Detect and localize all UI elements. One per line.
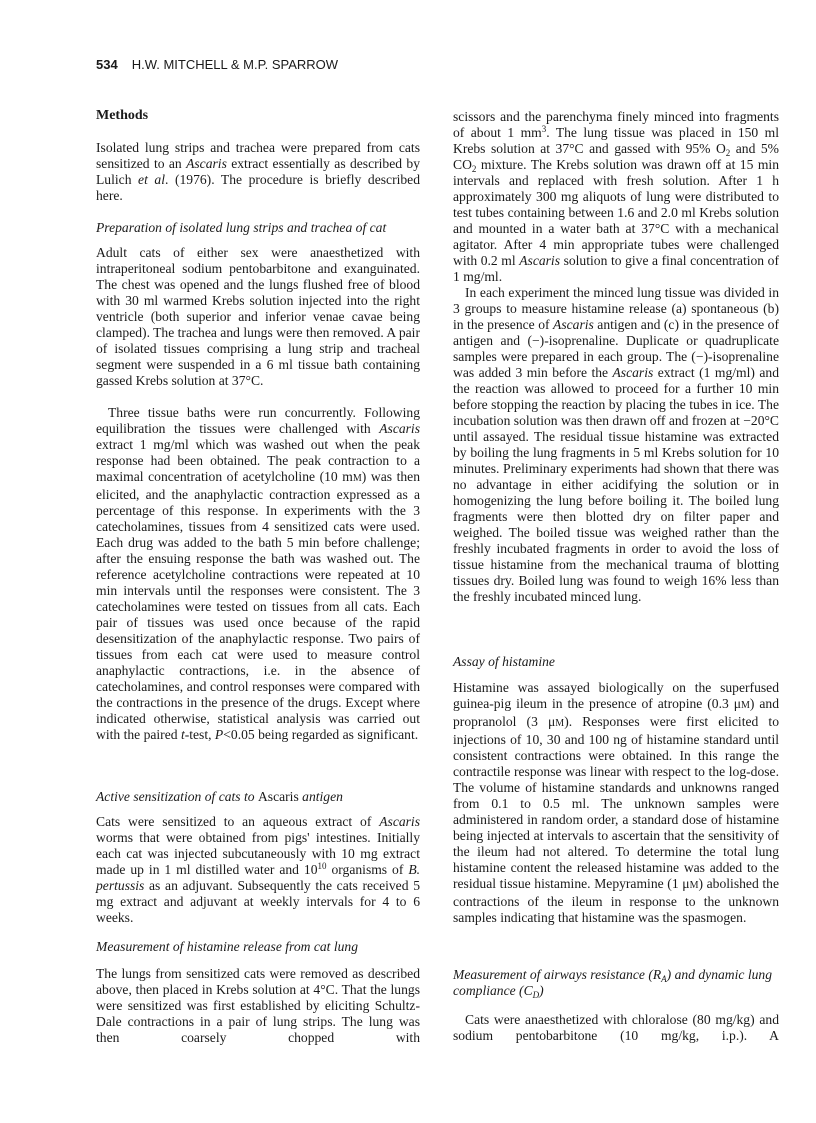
text-run: extract (1 mg/ml) and the reaction was allowed to proceed for a further 10 min before stopping the reaction by placing the tubes in ice. The incubation solution was then drawn off and frozen at −20°C until assayed. The residual tissue histamine was extracted by boiling the lung fragments in 5 ml Krebs solution for 10 minutes. Preliminary experiments had shown that there was no advantage in either acidifying the solution or in homogenizing the lung before boiling it. The boiled lung fragments were then blotted dry on filter paper and weighed. The boiled tissue was weighed rather than the freshly incubated fragments in order to avoid the loss of tissue histamine from the mechanical trauma of blotting tissues dry. Boiled lung was found to weigh 16% less than the freshly incubated minced lung. <box>453 365 779 604</box>
text-run: Assay of histamine <box>453 654 555 669</box>
text-run: P <box>214 727 224 742</box>
text-run: 2 <box>471 164 477 174</box>
text-run: ) was then elicited, and the anaphylactic contraction expressed as a percentage of this response. In experiments with the 3 catecholamines, tissues from 4 sensitized cats were used. Each drug was added to the bath 5 min before challenge; after the ensuing response the bath was washed out. The reference acetylcholine contractions were repeated at 10 min intervals until the responses were consistent. The 3 catecholamines were tested on tissues from all cats. Each pair of tissues was used once because of the rapid desensitization of the anaphylactic response. Two pairs of tissues from each cat were used to measure control anaphylactic contractions, i.e. in the absence of catecholamines, and control responses were compared with the contractions in the presence of the drugs. Except where indicated otherwise, statistical analysis was carried out with the paired <box>96 469 420 742</box>
page-number: 534 <box>96 57 118 72</box>
text-run: Cats were sensitized to an aqueous extract of <box>96 814 380 829</box>
text-run: mixture. The Krebs solution was drawn off at 15 min intervals and replaced with fresh solution. After 1 h approximately 300 mg aliquots of lung were distributed to test tubes containing between 1.6 and 2.0 ml Krebs solution and mounted in a water bath at 37°C with a mechanical agitator. After 4 min appropriate tubes were challenged with 0.2 ml <box>453 157 779 268</box>
text-run: 2 <box>725 148 731 158</box>
text-run: 10 <box>317 861 327 871</box>
text-run: Ascaris <box>379 421 420 436</box>
running-header <box>96 57 338 72</box>
text-run: . (1976). The procedure is briefly described here. <box>96 172 420 203</box>
subheading <box>453 967 779 999</box>
paragraph <box>96 405 420 743</box>
text-run: Cats were anaesthetized with chloralose (80 mg/kg) and sodium pentobarbitone (10 mg/kg, i.p.). A <box>453 1012 779 1043</box>
text-run: Preparation of isolated lung strips and trachea of cat <box>96 220 387 235</box>
text-run: The lungs from sensitized cats were removed as described above, then placed in Krebs solution at 4°C. That the lungs were sensitized was first established by eliciting Schultz-Dale contractions in a pair of lung strips. The lung was then coarsely chopped with <box>96 966 420 1045</box>
text-run: Ascaris <box>379 814 420 829</box>
text-run: t <box>180 727 185 742</box>
text-run: -test, <box>184 727 215 742</box>
paragraph <box>453 109 779 285</box>
paragraph <box>453 285 779 605</box>
text-run: A <box>661 974 667 984</box>
text-run: ) and dynamic lung compliance (C <box>453 967 772 998</box>
text-run: Ascaris <box>612 365 654 380</box>
text-run: scissors and the parenchyma finely minced into fragments of about 1 mm <box>453 109 779 140</box>
text-run: antigen and (c) in the presence of antigen and (−)-isoprenaline. Duplicate or quadruplicate samples were prepared in each group. The (−)-isoprenaline was added 3 min before the <box>453 317 779 380</box>
text-run: <0.05 being regarded as significant. <box>223 727 419 742</box>
text-run: Histamine was assayed biologically on the superfused guinea-pig ileum in the presence of atropine (0.3 μ <box>453 680 779 711</box>
text-run: solution to give a final concentration of 1 mg/ml. <box>453 253 779 284</box>
text-run: Adult cats of either sex were anaesthetized with intraperitoneal sodium pentobarbitone and exanguinated. The chest was opened and the lungs flushed free of blood with 30 ml warmed Krebs solution injected into the right ventricle (both superior and inferior venae cavae being clamped). The trachea and lungs were then removed. A pair of isolated tissues comprising a lung strip and tracheal segment were suspended in a 6 ml tissue bath containing gassed Krebs solution at 37°C. <box>96 245 420 388</box>
paragraph <box>96 966 420 1046</box>
subheading <box>96 220 420 236</box>
text-run: Ascaris <box>186 156 227 171</box>
text-run: ). Responses were first elicited to injections of 10, 30 and 100 ng of histamine standard until consistent contractions were obtained. In this range the contractile response was linear with respect to the log-dose. The volume of histamine standards and unknowns ranged from 0.1 to 0.5 ml. The unknown samples were administered in random order, a standard dose of histamine being injected at intervals to ascertain that the sensitivity of the ileum had not altered. To determine the total lung histamine content the released histamine was added to the residual tissue histamine. Mepyramine (1 μ <box>453 714 779 891</box>
text-run: . The lung tissue was placed in 150 ml Krebs solution at 37°C and gassed with 95% O <box>453 125 779 156</box>
text-run: Measurement of histamine release from cat lung <box>96 939 359 954</box>
text-run: M <box>555 718 565 729</box>
paragraph <box>96 140 420 204</box>
paragraph <box>453 680 779 926</box>
paragraph <box>96 814 420 926</box>
text-run: ) and propranolol (3 μ <box>453 696 779 729</box>
text-run: ) abolished the contractions of the ileum in response to the unknown samples indicating that histamine was the spasmogen. <box>453 876 779 925</box>
subheading <box>96 789 420 805</box>
text-run: B. pertussis <box>96 862 421 893</box>
text-run: In each experiment the minced lung tissue was divided in 3 groups to measure histamine release (a) spontaneous (b) in the presence of <box>453 285 779 332</box>
paragraph <box>453 1012 779 1044</box>
text-run: Isolated lung strips and trachea were prepared from cats sensitized to an <box>96 140 420 171</box>
text-run: organisms of <box>326 862 409 877</box>
text-run: Active sensitization of cats to <box>96 789 258 804</box>
paragraph <box>96 245 420 389</box>
text-run: D <box>532 990 540 1000</box>
subheading <box>96 939 420 955</box>
text-run: et al <box>138 172 165 187</box>
text-run: ) <box>539 983 544 998</box>
text-run: Ascaris <box>553 317 594 332</box>
text-run: M <box>352 473 362 484</box>
text-run: extract essentially as described by Lulich <box>96 156 420 187</box>
text-run: extract 1 mg/ml which was washed out when the peak response had been obtained. The peak contraction to a maximal concentration of acetylcholine (10 m <box>96 437 420 484</box>
text-run: M <box>741 700 750 711</box>
running-header-authors: H.W. MITCHELL & M.P. SPARROW <box>131 57 339 72</box>
text-run: Ascaris <box>519 253 560 268</box>
text-run: Ascaris <box>257 789 299 804</box>
text-run: worms that were obtained from pigs' intestines. Initially each cat was injected subcutaneously with 10 mg extract made up in 1 ml distilled water and 10 <box>96 830 420 877</box>
text-run: 3 <box>541 124 547 134</box>
text-run: antigen <box>298 789 343 804</box>
section-heading <box>96 108 420 124</box>
text-run: Methods <box>96 108 149 123</box>
subheading <box>453 654 779 670</box>
text-run: and 5% CO <box>453 141 780 172</box>
text-run: Measurement of airways resistance (R <box>453 967 662 982</box>
text-run: as an adjuvant. Subsequently the cats received 5 mg extract and adjuvant at weekly intervals for 4 to 6 weeks. <box>96 878 420 925</box>
text-run: M <box>689 880 699 891</box>
text-run: Three tissue baths were run concurrently. Following equilibration the tissues were challenged with <box>96 405 420 436</box>
